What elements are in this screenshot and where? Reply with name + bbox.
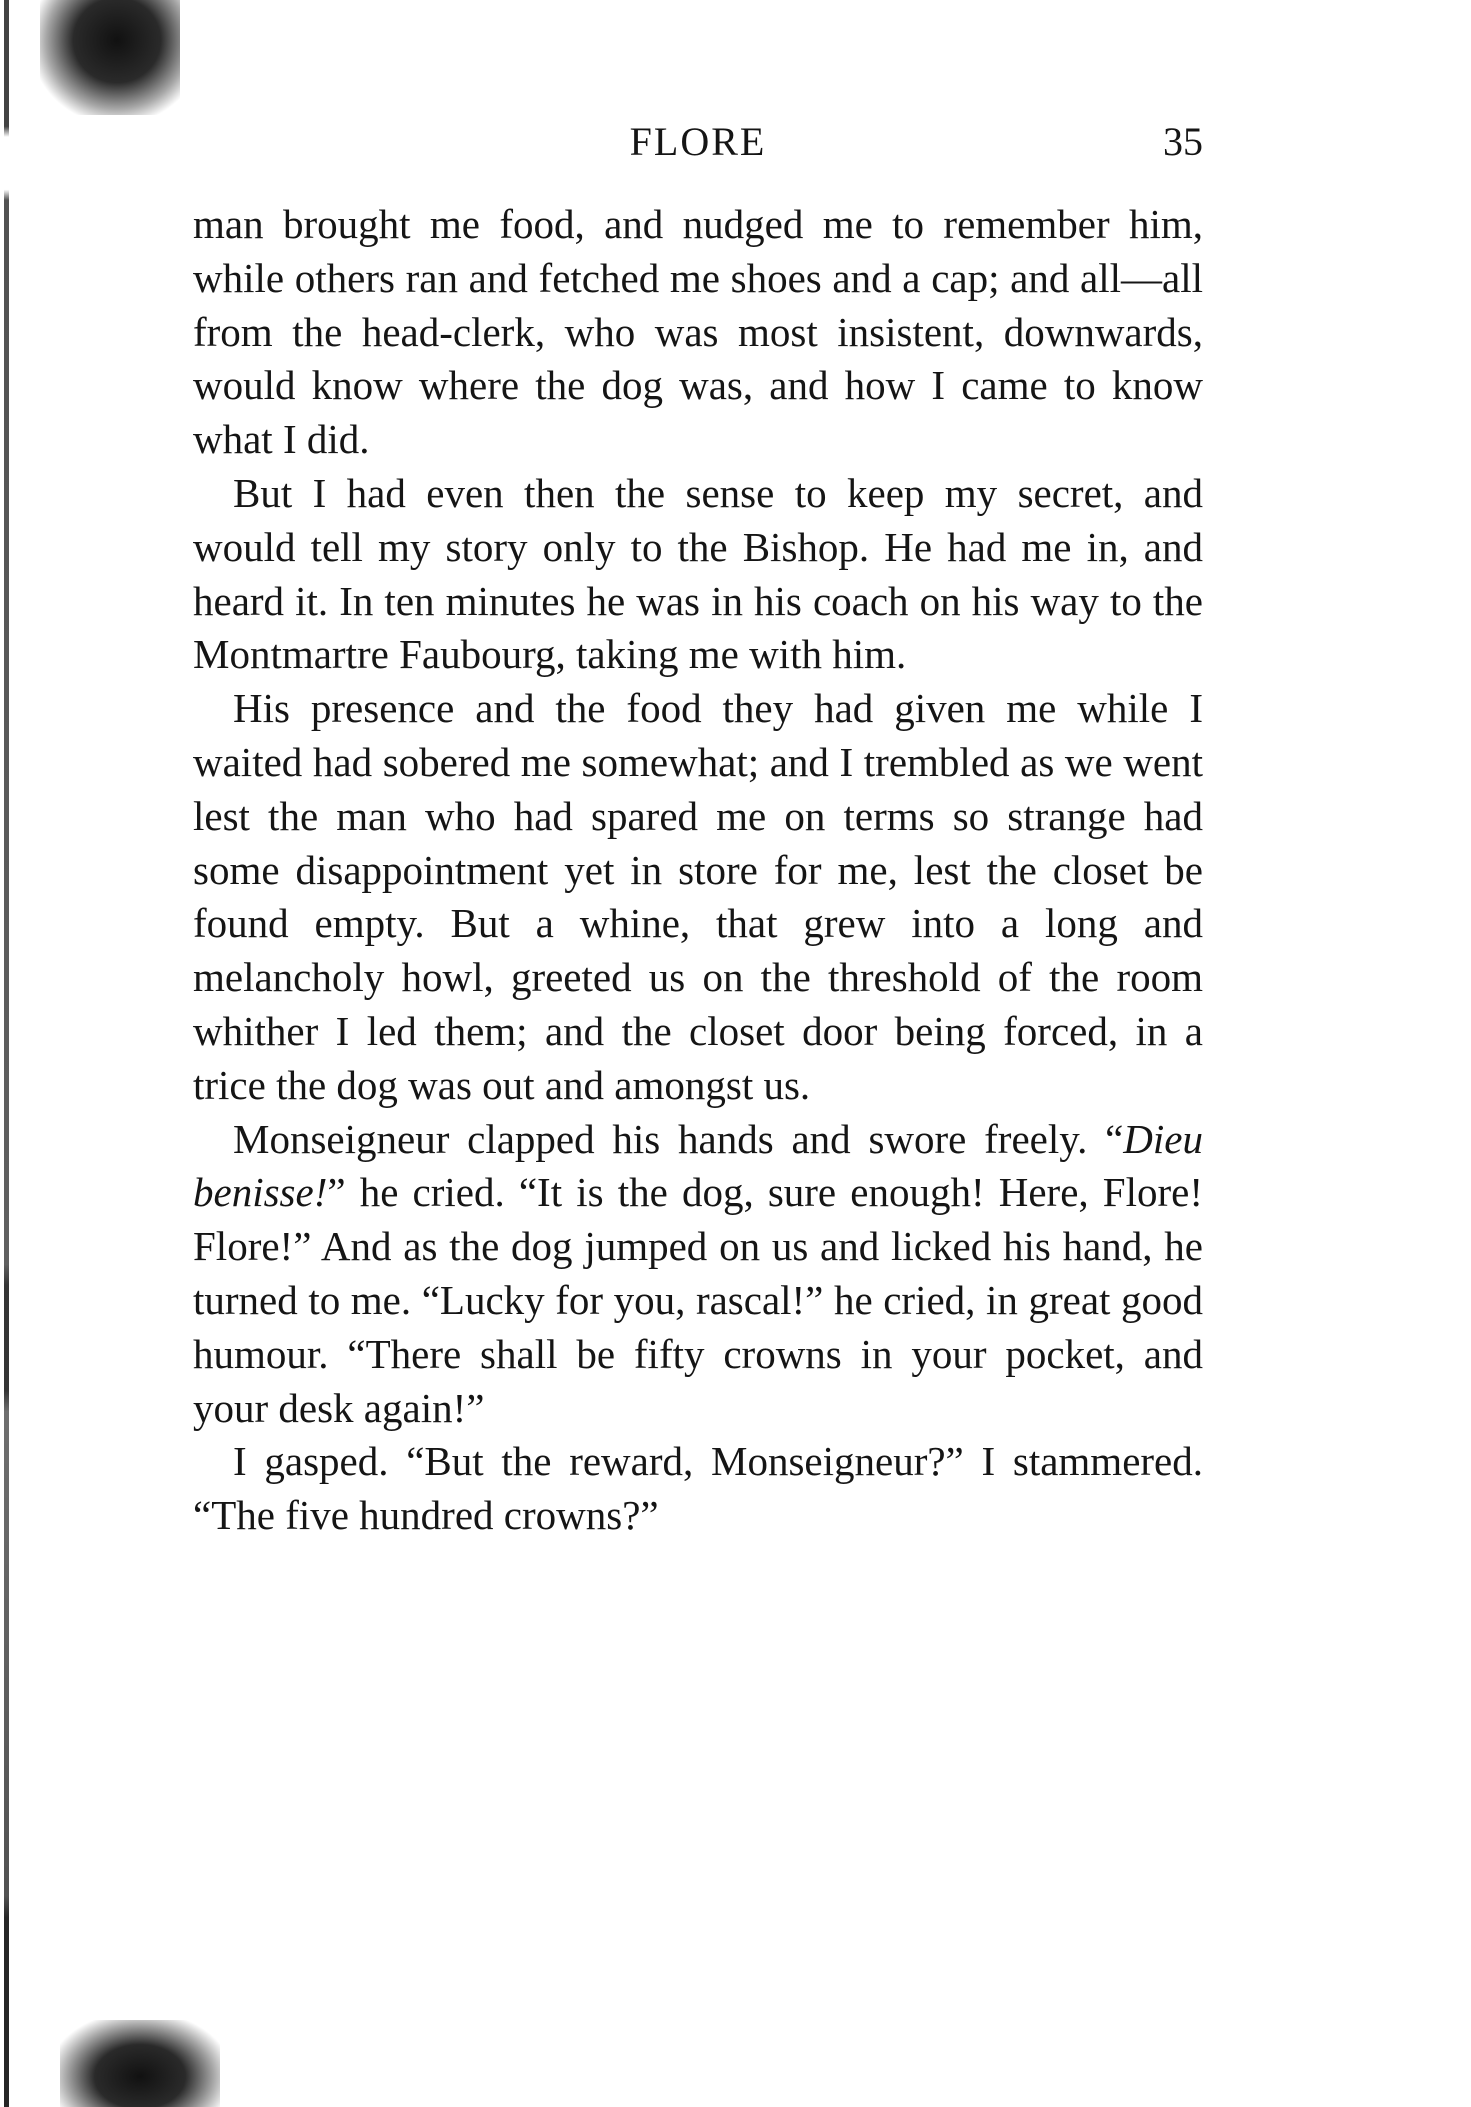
paragraph-4-italic: Dieu benisse! xyxy=(193,1115,1203,1216)
paragraph-3: His presence and the food they had given me while I waited had sobered me somewhat; and I trembled as we went lest the man who had spared me on terms so strange had some disappointment yet in store for me, lest the closet be found empty. But a whine, that grew into a long and melancholy howl, greeted us on the threshold of the room whither I led them; and the closet door being forced, in a trice the dog was out and amongst us. xyxy=(193,685,1203,1108)
paragraph-1: man brought me food, and nudged me to remember him, while others ran and fetched me shoes and a cap; and all—all from the head-clerk, who was most insistent, downwards, would know where the dog was, and how I came to know what I did. xyxy=(193,201,1203,463)
running-title: FLORE xyxy=(629,119,767,164)
paragraph-4-lead: Monseigneur clapped his hands and swore freely. “ xyxy=(233,1115,1124,1162)
paragraph-5: I gasped. “But the reward, Monseigneur?” I stammered. “The five hundred crowns?” xyxy=(193,1438,1203,1539)
paragraph-4-rest: ” he cried. “It is the dog, sure enough! Here, Flore! Flore!” And as the dog jumped on us and licked his hand, he turned to me. “Lucky for you, rascal!” he cried, in great good humour. “There shall be fifty crowns in your pocket, and your desk again!” xyxy=(193,1169,1203,1431)
body-text xyxy=(193,198,1203,1543)
page-number: 35 xyxy=(1163,119,1203,164)
scan-smudge-top xyxy=(40,0,180,115)
scan-gutter-edge xyxy=(4,0,9,2107)
paragraph-4 xyxy=(193,1113,1203,1436)
paragraph-2: But I had even then the sense to keep my secret, and would tell my story only to the Bishop. He had me in, and heard it. In ten minutes he was in his coach on his way to the Montmartre Faubourg, taking me with him. xyxy=(193,469,1203,678)
scan-smudge-bottom xyxy=(60,2020,220,2107)
running-head xyxy=(193,110,1203,174)
